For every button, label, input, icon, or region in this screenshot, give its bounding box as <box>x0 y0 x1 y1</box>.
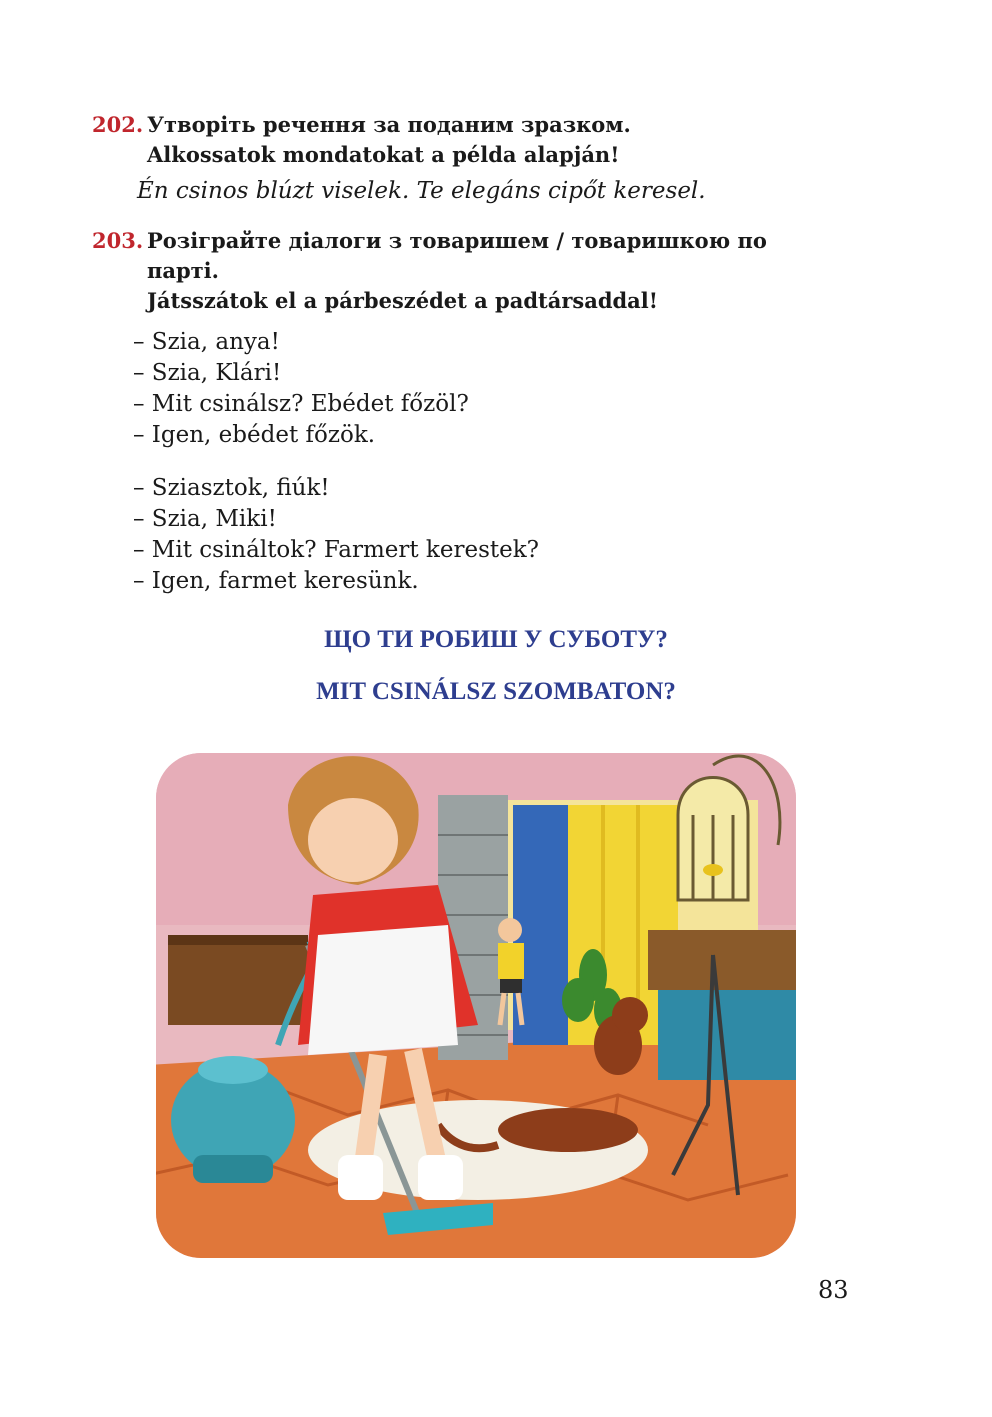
page-number: 83 <box>818 1276 849 1304</box>
exercise-number: 202. <box>92 112 144 137</box>
dialog-line: – Szia, anya! <box>133 329 280 355</box>
exercise-202 <box>92 110 852 170</box>
sideboard <box>168 940 308 1025</box>
dialog-line: – Szia, Miki! <box>133 506 277 532</box>
dialog-line: – Igen, ebédet főzök. <box>133 422 376 448</box>
dialog-1 <box>133 327 469 451</box>
dialog-2 <box>133 473 539 597</box>
exercise-203 <box>92 226 852 316</box>
exercise-number: 203. <box>92 228 144 253</box>
instruction-ua-line-1: Розіграйте діалоги з товаришем / товаришкою по <box>147 228 767 253</box>
illustration <box>148 725 804 1265</box>
instruction-hu: Alkossatok mondatokat a példa alapján! <box>147 142 620 167</box>
instruction-ua-line-2: парті. <box>147 258 219 283</box>
dialog-line: – Mit csináltok? Farmert kerestek? <box>133 537 540 563</box>
section-title-hu: MIT CSINÁLSZ SZOMBATON? <box>316 678 676 705</box>
dialog-line: – Sziasztok, fiúk! <box>133 475 330 501</box>
instruction-hu: Játsszátok el a párbeszédet a padtársaddal! <box>147 288 658 313</box>
instruction-ua: Утворіть речення за поданим зразком. <box>147 112 631 137</box>
dialog-line: – Szia, Klári! <box>133 360 282 386</box>
example-sentence: Én csinos blúzt viselek. Te elegáns cipőt keresel. <box>137 178 706 204</box>
dialog-line: – Igen, farmet keresünk. <box>133 568 419 594</box>
section-title-ua: ЩО ТИ РОБИШ У СУБОТУ? <box>324 626 668 653</box>
dialog-line: – Mit csinálsz? Ebédet főzöl? <box>133 391 469 417</box>
